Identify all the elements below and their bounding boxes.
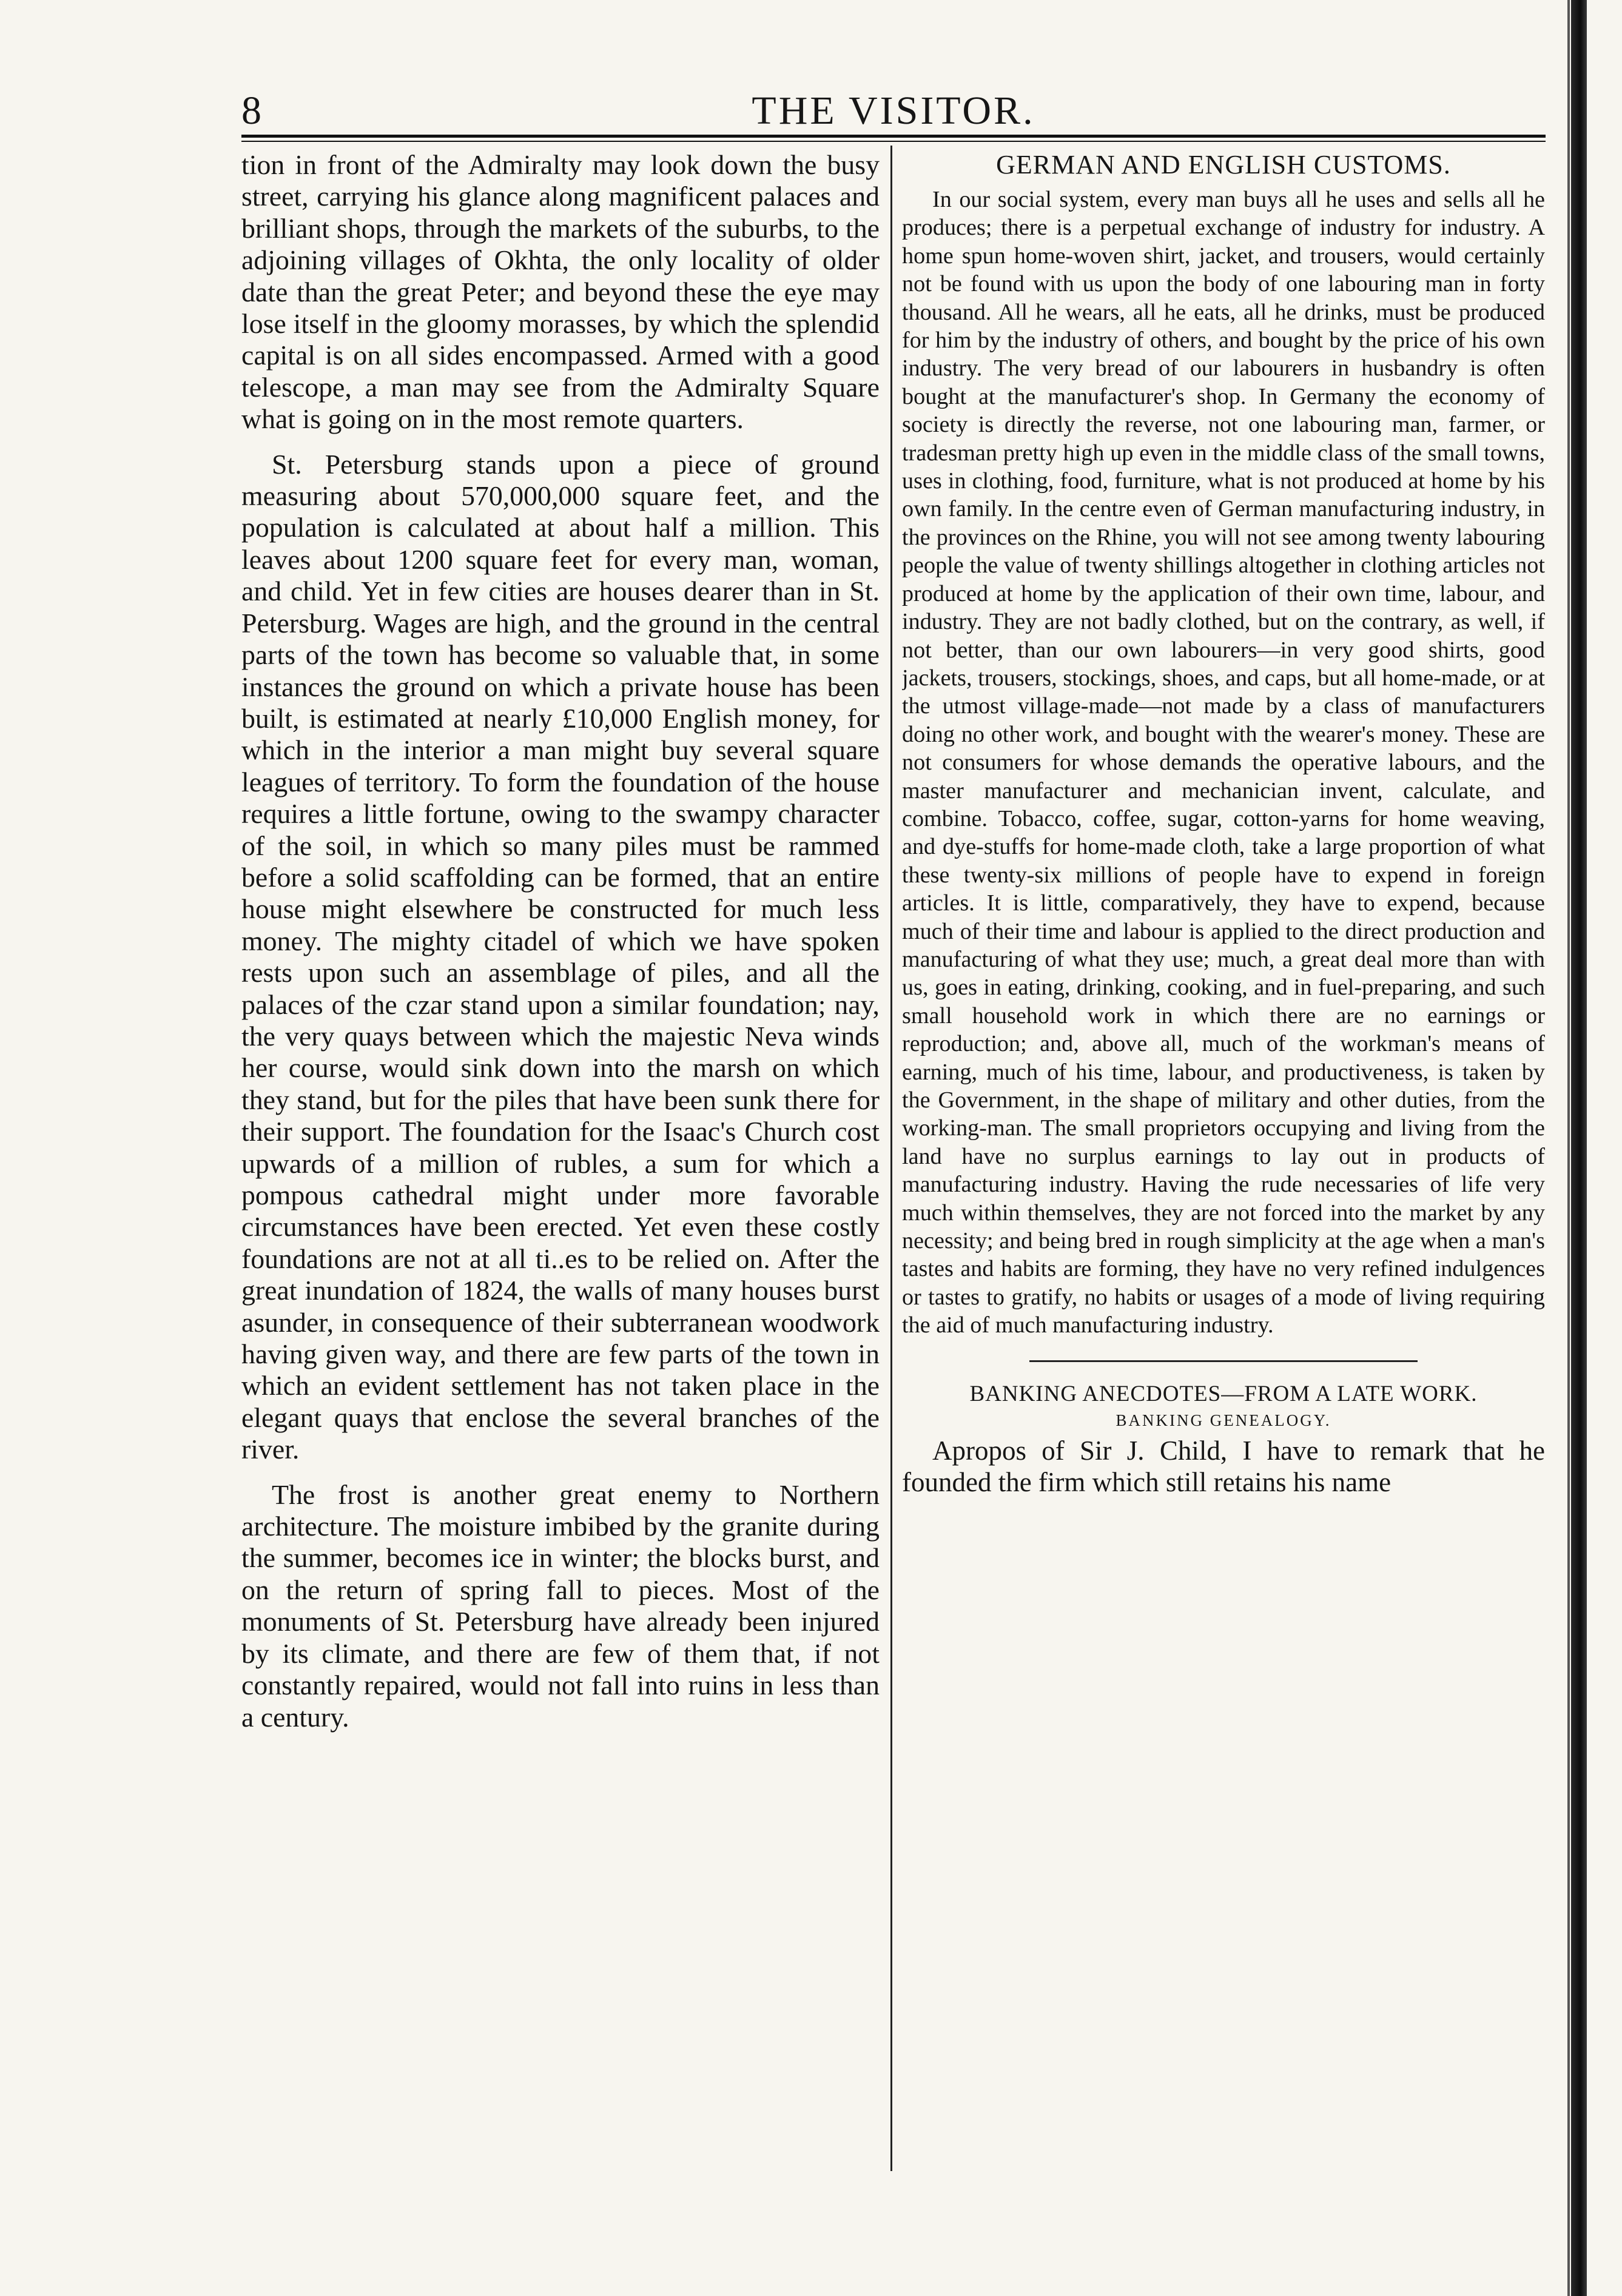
right-paragraph-1: In our social system, every man buys all he uses and sells all he produces; there is a perpetual exchange of industry for industry. A home spun home-woven shirt, jacket, and trousers, would certainly not be found with us upon the body of one labouring man in forty thousand. All he wears, all he eats, all he drinks, must be produced for him by the industry of others, and bought by the price of his own industry. The very bread of our labourers in husbandry is often bought at the manufacturer's shop. In Germany the economy of society is directly the reverse, not one labouring man, farmer, or tradesman pretty high up even in the middle class of the small towns, uses in clothing, food, furniture, what is not produced at home by his own family. In the centre even of German manufacturing industry, in the provinces on the Rhine, you will not see among twenty labouring people the value of twenty shillings altogether in clothing articles not produced at home by the application of their own time, labour, and industry. They are not badly clothed, but on the contrary, as well, if not better, than our own labourers—in very good shirts, good jackets, trousers, stockings, shoes, and caps, but all home-made, or at the utmost village-made—not made by a class of manufacturers doing no other work, and bought with the wearer's money. These are not consumers for whose demands the operative labours, and the master manufacturer and mechanician invent, calculate, and combine. Tobacco, coffee, sugar, cotton-yarns for home weaving, and dye-stuffs for home-made cloth, take a large proportion of what these twenty-six millions of people have to expend in foreign articles. It is little, comparatively, they have to expend, because much of their time and labour is applied to the direct production and manufacturing of what they use; much, a great deal more than with us, goes in eating, drinking, cooking, and in fuel-preparing, and such small household work in which there are no earnings or reproduction; and, above all, much of the workman's means of earning, much of his time, labour, and productiveness, is taken by the Government, in the shape of military and other duties, from the working-man. The small proprietors occupying and living from the land have no surplus earnings to lay out in products of manufacturing industry. Having the rude necessaries of life very much within themselves, they are not forced into the market by any necessity; and being bred in rough simplicity at the age when a man's tastes and habits are forming, they have no very refined indulgences or tastes to gratify, no habits or usages of a mode of living requiring the aid of much manufacturing industry.	[902, 187, 1545, 1338]
page-edge-bar	[1571, 0, 1587, 2296]
left-column	[241, 149, 880, 2223]
left-paragraph-2: St. Petersburg stands upon a piece of ground measuring about 570,000,000 square feet, and the population is calculated at about half a million. This leaves about 1200 square feet for every man, woman, and child. Yet in few cities are houses dearer than in St. Petersburg. Wages are high, and the ground in the central parts of the town has become so valuable that, in some instances the ground on which a private house has been built, is estimated at nearly £10,000 English money, for which in the interior a man might buy several square leagues of territory. To form the foundation of the house requires a little fortune, owing to the swampy character of the soil, in which so many piles must be rammed before a solid scaffolding can be formed, that an entire house might elsewhere be constructed for much less money. The mighty citadel of which we have spoken rests upon such an assemblage of piles, and all the palaces of the czar stand upon a similar foundation; nay, the very quays between which the majestic Neva winds her course, would sink down into the marsh on which they stand, but for the piles that have been sunk there for their support. The foundation for the Isaac's Church cost upwards of a million of rubles, a sum for which a pompous cathedral might under more favorable circumstances have been erected. Yet even these costly foundations are not at all ti..es to be relied on. After the great inundation of 1824, the walls of many houses burst asunder, in consequence of their subterranean woodwork having given way, and there are few parts of the town in which an evident settlement has not taken place in the elegant quays that enclose the several branches of the river.	[241, 448, 880, 1465]
column-divider	[890, 146, 892, 2171]
section-title-banking-anecdotes: BANKING ANECDOTES—FROM A LATE WORK.	[969, 1381, 1478, 1406]
running-title: THE VISITOR.	[752, 89, 1035, 133]
section-rule	[1029, 1360, 1418, 1362]
sub-title-banking-genealogy: BANKING GENEALOGY.	[1116, 1411, 1331, 1429]
left-paragraph-3: The frost is another great enemy to Northern architecture. The moisture imbibed by the granite during the summer, becomes ice in winter; the blocks burst, and on the return of spring fall to pieces. Most of the monuments of St. Petersburg have already been injured by its climate, and there are few of them that, if not constantly repaired, would not fall into ruins in less than a century.	[241, 1479, 880, 1733]
right-paragraph-2: Apropos of Sir J. Child, I have to remark that he founded the firm which still retains his name	[902, 1435, 1545, 1497]
right-column	[902, 149, 1545, 2223]
header-rule	[241, 135, 1546, 142]
page-number: 8	[241, 89, 261, 133]
left-paragraph-1: tion in front of the Admiralty may look down the busy street, carrying his glance along magnificent palaces and brilliant shops, through the markets of the suburbs, to the adjoining villages of Okhta, the only locality of older date than the great Peter; and beyond these the eye may lose itself in the gloomy morasses, by which the splendid capital is on all sides encompassed. Armed with a good telescope, a man may see from the Admiralty Square what is going on in the most remote quarters.	[241, 149, 880, 435]
page-header	[241, 84, 1546, 138]
section-title-german-english-customs: GERMAN AND ENGLISH CUSTOMS.	[996, 150, 1451, 180]
